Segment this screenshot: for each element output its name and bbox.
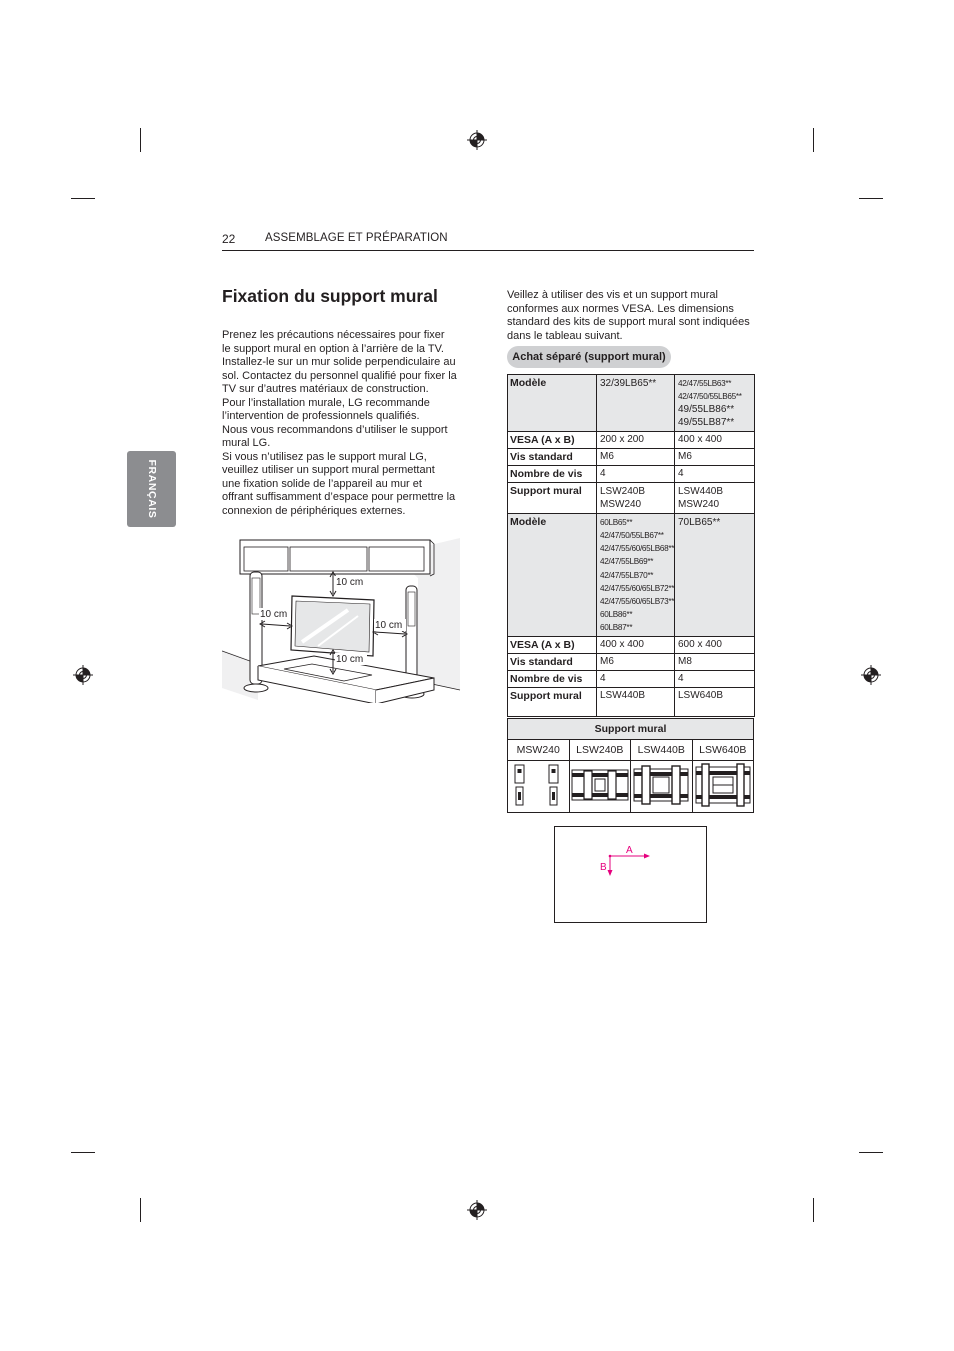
intro-line: standard des kits de support mural sont indiquées — [507, 316, 750, 328]
crop-mark — [71, 1152, 95, 1153]
mount-table-header: Support mural — [508, 719, 754, 740]
intro-line: Veillez à utiliser des vis et un support mural — [507, 289, 718, 301]
lsw240b-bracket-icon — [570, 761, 630, 809]
table-row — [508, 637, 755, 654]
model-name: 60LB65** — [600, 518, 633, 528]
body-line: veuillez utiliser un support mural permettant — [222, 464, 435, 476]
body-line: le support mural en option à l’arrière de la TV. — [222, 342, 444, 355]
clearance-label-bottom: 10 cm — [336, 654, 364, 665]
table-row — [508, 449, 755, 466]
mount-image-cell — [508, 761, 570, 813]
row-label-mount: Support mural — [508, 483, 597, 514]
vesa-dimension-diagram — [554, 826, 708, 925]
registration-mark-icon — [73, 665, 93, 685]
mount-name-msw240: MSW240 — [508, 740, 570, 761]
language-tab-label: FRANÇAIS — [145, 459, 158, 519]
row-label-vesa: VESA (A x B) — [508, 432, 597, 449]
registration-mark-icon — [467, 130, 487, 150]
body-line: l’intervention de professionnels qualifiés. — [222, 410, 420, 422]
vesa-cell: 400 x 400 — [675, 432, 755, 449]
model-name: 42/47/50/55LB65** — [678, 392, 742, 402]
row-label-model: Modèle — [508, 375, 597, 432]
row-label-screw: Vis standard — [508, 654, 597, 671]
header-rule — [222, 250, 754, 251]
body-line: Prenez les précautions nécessaires pour fixer — [222, 329, 445, 341]
model-name: 42/47/55LB63** — [678, 379, 732, 388]
model-name: 42/47/55LB69** — [600, 557, 654, 567]
lsw440b-bracket-icon — [631, 761, 691, 809]
table-row — [508, 483, 755, 514]
vesa-label-a: A — [626, 845, 633, 856]
body-line: sol. Contactez du personnel qualifié pour fixer la — [222, 369, 457, 382]
vesa-label-b: B — [600, 862, 607, 873]
crop-mark — [859, 1152, 883, 1153]
table-row — [508, 654, 755, 671]
screw-cell: M6 — [597, 449, 675, 466]
body-line: TV sur d’autres matériaux de construction. — [222, 383, 429, 395]
row-label-count: Nombre de vis — [508, 466, 597, 483]
model-cell — [675, 514, 755, 637]
row-label-screw: Vis standard — [508, 449, 597, 466]
mount-cell: LSW640B — [675, 688, 755, 717]
registration-mark-icon — [467, 1200, 487, 1220]
wall-mount-table — [507, 718, 754, 813]
mount-name: LSW240B — [600, 486, 646, 498]
model-name: 42/47/55LB70** — [600, 570, 654, 580]
model-cell — [597, 375, 675, 432]
crop-mark — [813, 1198, 814, 1222]
row-label-mount: Support mural — [508, 688, 597, 717]
body-line: une fixation solide de l’appareil au mur et — [222, 477, 422, 490]
mount-name: LSW440B — [678, 486, 724, 498]
body-line: offrant suffisamment d’espace pour permettre la — [222, 491, 456, 503]
count-cell: 4 — [597, 671, 675, 688]
mount-name: MSW240 — [678, 499, 720, 511]
model-name: 60LB87** — [600, 622, 633, 632]
table-row — [508, 719, 754, 740]
table-row — [508, 466, 755, 483]
separate-purchase-label: Achat séparé (support mural) — [507, 346, 671, 368]
model-name: 42/47/55/60/65LB73** — [600, 596, 675, 606]
mount-name-lsw440b: LSW440B — [631, 740, 693, 761]
language-tab — [127, 451, 176, 527]
model-cell — [675, 375, 755, 432]
wall-mount-clearance-illustration — [222, 538, 462, 703]
clearance-label-left: 10 cm — [260, 609, 288, 620]
model-name: 42/47/50/55LB67** — [600, 531, 664, 541]
model-name: 42/47/55/60/65LB72** — [600, 583, 675, 593]
running-head: ASSEMBLAGE ET PRÉPARATION — [265, 232, 448, 244]
vesa-intro — [507, 289, 750, 343]
row-label-model: Modèle — [508, 514, 597, 637]
intro-line: dans le tableau suivant. — [507, 329, 623, 342]
section-title: Fixation du support mural — [222, 286, 438, 306]
section-body — [222, 329, 457, 518]
body-line: connexion de périphériques externes. — [222, 504, 406, 517]
body-line: Installez-le sur un mur solide perpendiculaire au — [222, 356, 456, 368]
model-name: 49/55LB87** — [678, 417, 735, 429]
count-cell: 4 — [597, 466, 675, 483]
row-label-vesa: VESA (A x B) — [508, 637, 597, 654]
mount-cell — [675, 483, 755, 514]
crop-mark — [813, 128, 814, 152]
table-row — [508, 761, 754, 813]
intro-line: conformes aux normes VESA. Les dimensions — [507, 302, 734, 315]
screw-cell: M6 — [597, 654, 675, 671]
model-cell — [597, 514, 675, 637]
crop-mark — [140, 1198, 141, 1222]
mount-name-lsw640b: LSW640B — [692, 740, 754, 761]
model-name: 32/39LB65** — [600, 378, 657, 389]
table-row — [508, 375, 755, 432]
body-line: Nous vous recommandons d’utiliser le support — [222, 423, 448, 436]
lsw640b-bracket-icon — [693, 761, 753, 809]
registration-mark-icon — [861, 665, 881, 685]
page-number: 22 — [222, 232, 236, 246]
body-line: mural LG. — [222, 437, 271, 449]
mount-image-cell — [692, 761, 754, 813]
crop-mark — [140, 128, 141, 152]
table-row — [508, 432, 755, 449]
mount-name: MSW240 — [600, 499, 642, 511]
mount-cell — [597, 483, 675, 514]
vesa-cell: 400 x 400 — [597, 637, 675, 654]
mount-cell: LSW440B — [597, 688, 675, 717]
table-row — [508, 671, 755, 688]
model-name: 70LB65** — [678, 517, 721, 529]
row-label-count: Nombre de vis — [508, 671, 597, 688]
table-row — [508, 514, 755, 637]
mount-image-cell — [569, 761, 631, 813]
mount-name-lsw240b: LSW240B — [569, 740, 631, 761]
screw-cell: M8 — [675, 654, 755, 671]
table-row — [508, 740, 754, 761]
vesa-cell: 200 x 200 — [597, 432, 675, 449]
clearance-label-top: 10 cm — [336, 577, 364, 588]
vesa-spec-table — [507, 374, 755, 717]
body-line: Si vous n’utilisez pas le support mural LG, — [222, 450, 427, 463]
model-name: 60LB86** — [600, 609, 633, 619]
crop-mark — [859, 198, 883, 199]
body-line: Pour l’installation murale, LG recommande — [222, 396, 430, 409]
crop-mark — [71, 198, 95, 199]
count-cell: 4 — [675, 671, 755, 688]
model-name: 42/47/55/60/65LB68** — [600, 544, 675, 554]
msw240-bracket-icon — [509, 761, 567, 809]
model-name: 49/55LB86** — [678, 404, 735, 416]
count-cell: 4 — [675, 466, 755, 483]
screw-cell: M6 — [675, 449, 755, 466]
table-row — [508, 688, 755, 717]
vesa-cell: 600 x 400 — [675, 637, 755, 654]
clearance-label-right: 10 cm — [375, 620, 403, 631]
mount-image-cell — [631, 761, 693, 813]
